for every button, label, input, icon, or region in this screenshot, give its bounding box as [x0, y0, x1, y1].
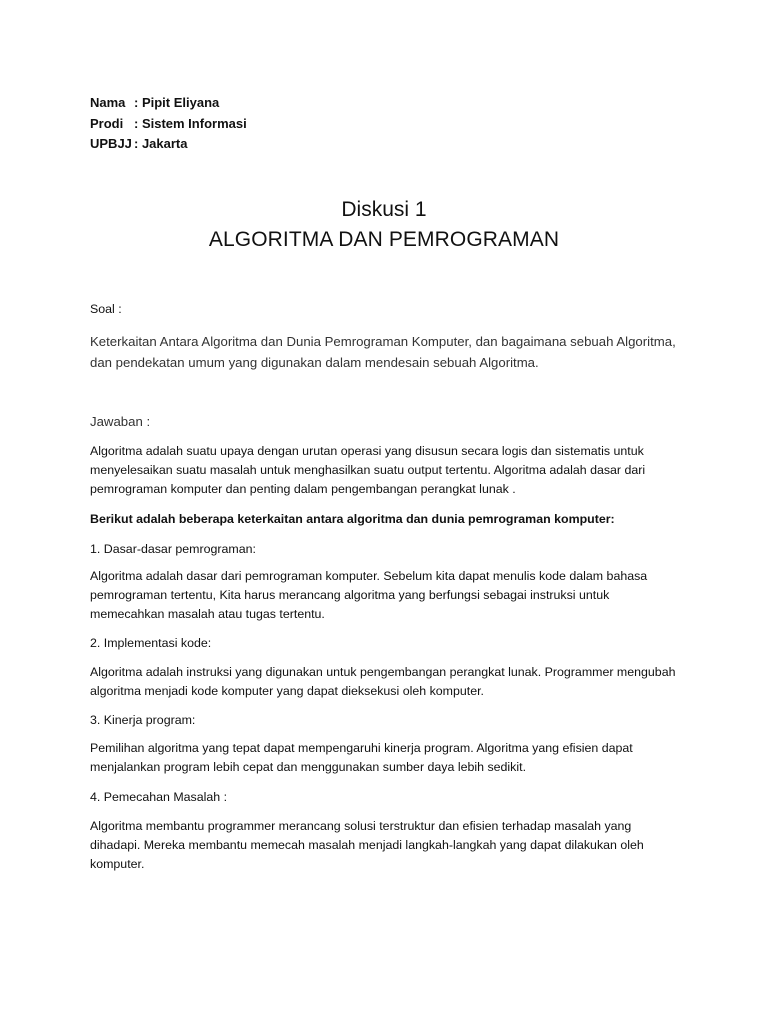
identity-value: : Pipit Eliyana: [134, 95, 220, 110]
jawaban-intro: Algoritma adalah suatu upaya dengan urutan operasi yang disusun secara logis dan sistematis untuk menyelesaikan suatu masalah untuk menghasilkan suatu output tertentu. Algoritma adalah dasar dari pemrograman komputer dan penting dalam pengembangan perangkat lunak .: [90, 444, 646, 497]
document-subtitle: ALGORITMA DAN PEMROGRAMAN: [208, 228, 560, 251]
identity-value: : Sistem Informasi: [134, 115, 247, 131]
document-title: Diskusi 1: [341, 198, 427, 221]
identity-key: Prodi: [90, 115, 124, 131]
soal-label: Soal :: [90, 302, 122, 316]
point-heading: 1. Dasar-dasar pemrograman:: [90, 542, 256, 556]
point-text: Algoritma adalah dasar dari pemrograman komputer. Sebelum kita dapat menulis kode dalam bahasa pemrograman tertentu, Kita harus merancang algoritma yang berfungsi sebagai instruksi untuk memecahkan masalah atau tugas tertentu.: [90, 569, 648, 622]
point-heading: 4. Pemecahan Masalah :: [90, 790, 228, 804]
point-text: Pemilihan algoritma yang tepat dapat mempengaruhi kinerja program. Algoritma yang efisien dapat menjalankan program lebih cepat dan menggunakan sumber daya lebih sedikit.: [90, 741, 633, 775]
jawaban-label: Jawaban :: [90, 414, 151, 429]
point-heading: 2. Implementasi kode:: [90, 636, 212, 650]
identity-row-prodi: [90, 114, 247, 135]
identity-row-upbjj: [90, 134, 247, 155]
point-text: Algoritma adalah instruksi yang digunakan untuk pengembangan perangkat lunak. Programmer mengubah algoritma menjadi kode komputer yang dapat dieksekusi oleh komputer.: [90, 665, 676, 699]
identity-row-nama: [90, 93, 247, 114]
point-text: Algoritma membantu programmer merancang solusi terstruktur dan efisien terhadap masalah yang dihadapi. Mereka membantu memecah masalah menjadi langkah-langkah yang dapat dilakukan oleh komputer.: [90, 819, 644, 872]
point-heading: 3. Kinerja program:: [90, 713, 196, 727]
soal-text: Keterkaitan Antara Algoritma dan Dunia Pemrograman Komputer, dan bagaimana sebuah Algoritma, dan pendekatan umum yang digunakan dalam mendesain sebuah Algoritma.: [90, 334, 676, 370]
title-block: [0, 196, 768, 256]
jawaban-lead: Berikut adalah beberapa keterkaitan antara algoritma dan dunia pemrograman komputer:: [90, 512, 615, 526]
identity-key: Nama: [90, 95, 126, 110]
identity-value: : Jakarta: [134, 136, 188, 151]
identity-key: UPBJJ: [90, 136, 132, 151]
identity-block: [90, 93, 247, 155]
